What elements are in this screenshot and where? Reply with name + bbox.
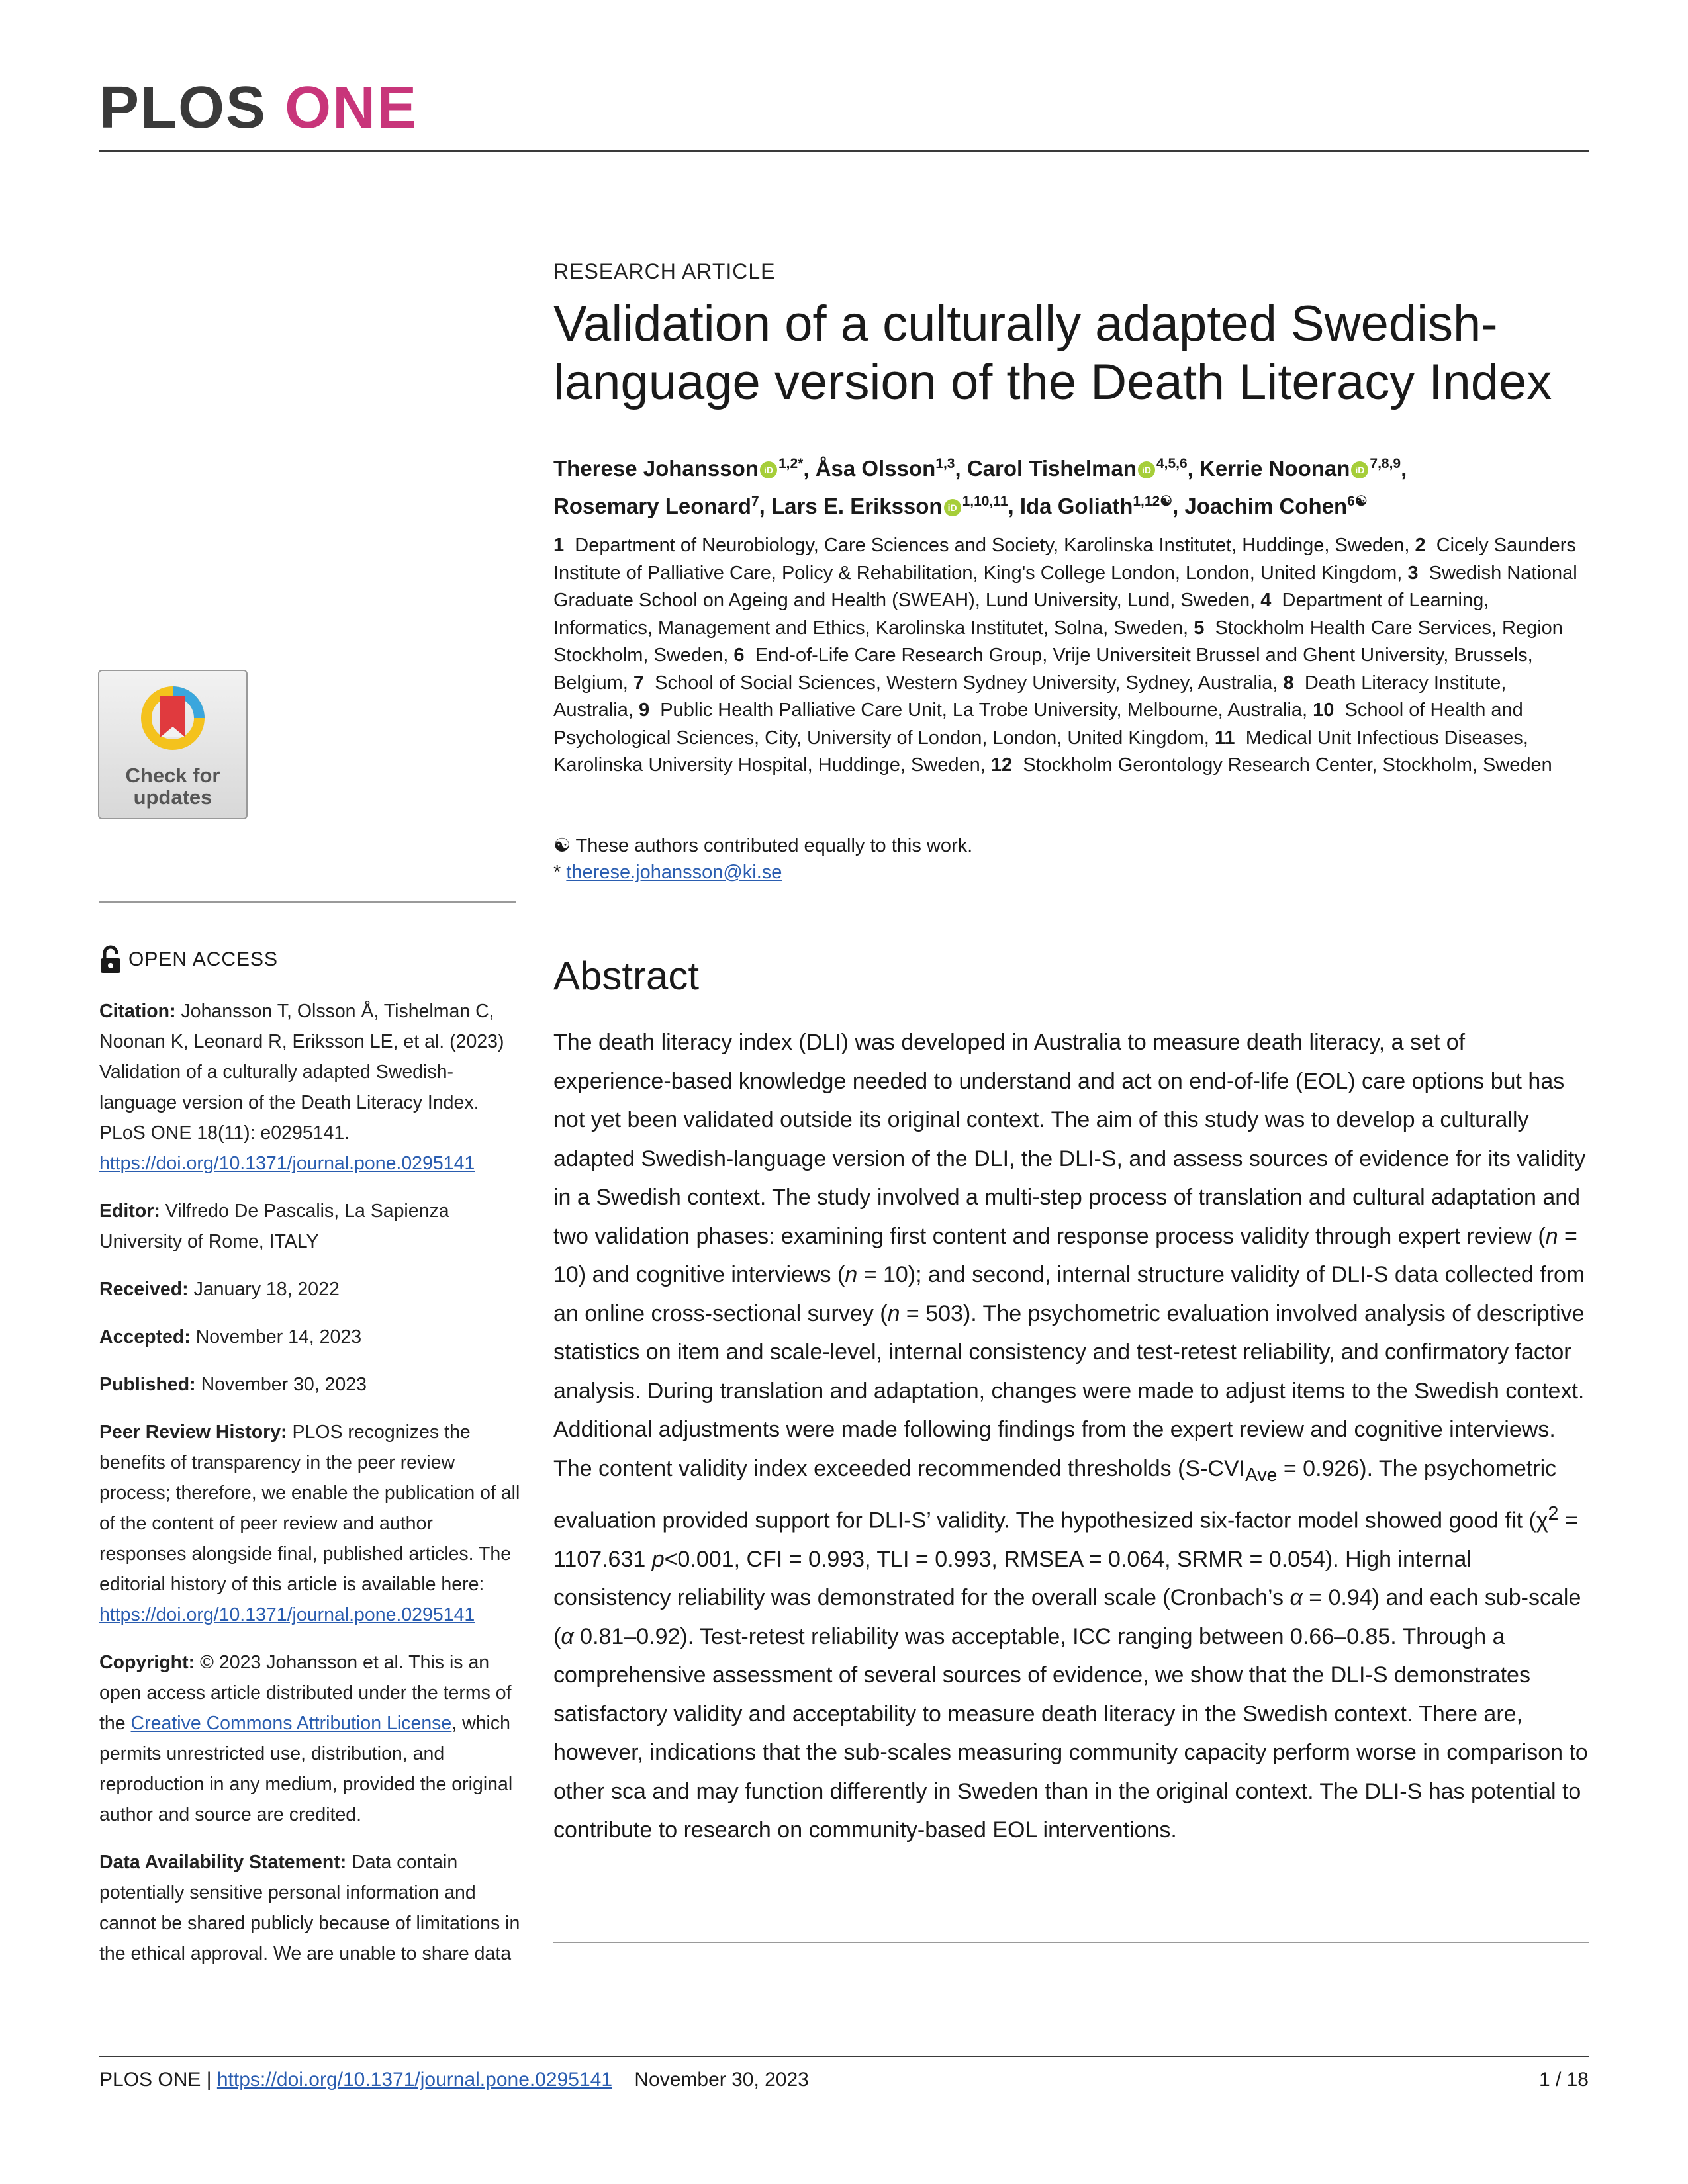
peer-review-link[interactable]: https://doi.org/10.1371/journal.pone.0295141 [99, 1604, 475, 1625]
affiliation-number: 4 [1260, 590, 1272, 611]
sidebar [99, 996, 523, 1986]
affiliation-number: 3 [1407, 562, 1419, 584]
yin-yang-icon: ☯ [553, 835, 571, 856]
affiliation-number: 7 [633, 672, 645, 694]
author-name: Kerrie Noonan [1199, 456, 1350, 480]
affiliation-number: 12 [990, 754, 1013, 776]
abstract-text: = 503). The psychometric evaluation involved analysis of descriptive statistics on item and scale-level, internal consistency and test-retest reliability, and confirmatory factor analysis. During translation and adaptation, changes were made to adjust items to the Swedish context. Additional adjustments were made following findings from the expert review and cognitive interviews. The content validity index exceeded recommended thresholds (S-CVI [553, 1300, 1585, 1481]
author-affil: 1,12 [1133, 494, 1160, 509]
footer-doi-link[interactable]: https://doi.org/10.1371/journal.pone.0295141 [216, 2069, 613, 2091]
abstract-italic: p [651, 1546, 665, 1572]
abstract-text: = 10) and cognitive interviews ( [553, 1223, 1577, 1287]
peer-review-text: PLOS recognizes the benefits of transparency in the peer review process; therefore, we enable the publication of all of the content of peer review and author responses alongside final, published articles. The editorial history of this article is available here: [99, 1422, 520, 1595]
author-name: Joachim Cohen [1184, 494, 1348, 518]
affiliation-text: Medical Unit Infectious Diseases, Karolinska University Hospital, Huddinge, Sweden, [553, 727, 1528, 776]
open-access-text: OPEN ACCESS [128, 948, 279, 970]
affiliation-text: Stockholm Gerontology Research Center, Stockholm, Sweden [1023, 754, 1552, 776]
article-title: Validation of a culturally adapted Swedish-language version of the Death Literacy Index [553, 296, 1552, 410]
equal-note-text: These authors contributed equally to this work. [575, 835, 973, 856]
author-affil: 1,2 [778, 456, 798, 471]
header-rule [99, 150, 1589, 152]
affiliation-text: Stockholm Health Care Services, Region Stockholm, Sweden, [553, 617, 1563, 666]
author-name: Lars E. Eriksson [771, 494, 943, 518]
journal-logo [99, 75, 418, 141]
abstract-text: The death literacy index (DLI) was developed in Australia to measure death literacy, a set of experience-based knowledge needed to understand and act on end-of-life (EOL) care options but has not yet been validated outside its original context. The aim of this study was to develop a culturally adapted Swedish-language version of the DLI, the DLI-S, and assess sources of evidence for its validity in a Swedish context. The study involved a multi-step process of translation and cultural adaptation and two validation phases: examining first content and response process validity through expert review ( [553, 1030, 1586, 1249]
open-lock-icon [99, 945, 122, 974]
copyright-text-2: , which permits unrestricted use, distribution, and reproduction in any medium, provided the original author and source are credited. [99, 1713, 513, 1825]
author-affil: 1,3 [935, 456, 955, 471]
orcid-icon[interactable]: iD [1138, 461, 1155, 478]
abstract-text: = 10); and second, internal structure validity of DLI-S data collected from an online cross-sectional survey ( [553, 1262, 1585, 1326]
abstract-subscript: Ave [1245, 1464, 1278, 1486]
abstract-body [553, 1023, 1589, 1850]
article-type: RESEARCH ARTICLE [553, 259, 776, 283]
author-name: Carol Tishelman [966, 456, 1137, 480]
affiliation-text: School of Social Sciences, Western Sydney University, Sydney, Australia, [655, 672, 1278, 694]
affiliation-text: Department of Neurobiology, Care Sciences and Society, Karolinska Institutet, Huddinge, Sweden, [575, 535, 1410, 556]
footer-date: November 30, 2023 [634, 2069, 809, 2091]
sidebar-rule [99, 901, 516, 903]
citation-block [99, 996, 523, 1179]
abstract-italic: n [845, 1262, 858, 1287]
logo-one: ONE [285, 75, 418, 141]
footer [99, 2069, 1589, 2091]
affiliation-number: 6 [733, 645, 745, 666]
data-availability-text: Data contain potentially sensitive personal information and cannot be shared publicly because of limitations in the ethical approval. We are unable to share data [99, 1852, 520, 1964]
received-block [99, 1274, 523, 1304]
editor-text: Vilfredo De Pascalis, La Sapienza University of Rome, ITALY [99, 1201, 449, 1252]
editor-block [99, 1196, 523, 1257]
received-label: Received: [99, 1279, 189, 1300]
author-affil: 7 [751, 494, 759, 509]
published-label: Published: [99, 1374, 196, 1395]
author-name: Ida Goliath [1019, 494, 1133, 518]
affiliation-number: 11 [1214, 727, 1235, 749]
orcid-icon[interactable]: iD [760, 461, 777, 478]
data-availability-block [99, 1847, 523, 1969]
open-access-label [99, 945, 278, 974]
author-name: Therese Johansson [553, 456, 759, 480]
affiliation-text: Public Health Palliative Care Unit, La Trobe University, Melbourne, Australia, [660, 700, 1308, 721]
abstract-text: = 0.926). The psychometric evaluation provided support for DLI-S’ validity. The hypothesized six-factor model showed good fit (χ [553, 1455, 1557, 1533]
crossmark-line1: Check for [125, 764, 220, 787]
affiliation-text: Department of Learning, Informatics, Management and Ethics, Karolinska Institutet, Solna, Sweden, [553, 590, 1489, 639]
affiliation-number: 2 [1415, 535, 1426, 556]
accepted-block [99, 1322, 523, 1352]
author-name: Åsa Olsson [815, 456, 936, 480]
affiliation-text: Cicely Saunders Institute of Palliative Care, Policy & Rehabilitation, King's College London, London, United Kingdom, [553, 535, 1576, 584]
affiliation-text: Death Literacy Institute, Australia, [553, 672, 1507, 721]
received-text: January 18, 2022 [193, 1279, 340, 1300]
copyright-label: Copyright: [99, 1652, 195, 1673]
accepted-text: November 14, 2023 [195, 1326, 362, 1347]
abstract-italic: α [561, 1623, 574, 1649]
abstract-text: 0.81–0.92). Test-retest reliability was acceptable, ICC ranging between 0.66–0.85. Through a comprehensive assessment of several sources of evidence, we show that the DLI-S demonstrates satisfactory validity and acceptability to measure death literacy in the Swedish context. There are, however, indications that the sub-scales measuring community capacity perform worse in comparison to other sca and may function differently in Sweden than in the original context. The DLI-S has potential to contribute to research on community-based EOL interventions. [553, 1623, 1588, 1843]
crossmark-line2: updates [133, 785, 212, 809]
affiliation-text: Swedish National Graduate School on Ageing and Health (SWEAH), Lund University, Lund, Sweden, [553, 562, 1577, 611]
author-affil: 1,10,11 [962, 494, 1008, 509]
orcid-icon[interactable]: iD [944, 499, 961, 516]
footer-rule [99, 2056, 1589, 2057]
check-for-updates-badge[interactable] [98, 670, 248, 819]
author-affil: 7,8,9 [1370, 456, 1401, 471]
author-list: Therese Johansson iD $^{1,2*}$, Åsa Olsson$^{1,3}$, Carol Tishelman iD $^{4,5,6}$, Kerrie Noonan iD $^{7,8,9}$, Rosemary Leonard$^7$, Lars E. Eriksson iD $^{1,10,11}$, Ida Goliath$^{1,12☯}$, Joachim Cohen$^{6☯}$ [553, 456, 1407, 518]
affiliation-number: 10 [1313, 700, 1335, 721]
license-link[interactable]: Creative Commons Attribution License [130, 1713, 452, 1734]
author-affil: 4,5,6 [1156, 456, 1188, 471]
citation-doi-link[interactable]: https://doi.org/10.1371/journal.pone.0295141 [99, 1153, 475, 1174]
abstract-italic: α [1289, 1585, 1303, 1611]
published-block [99, 1369, 523, 1400]
peer-review-label: Peer Review History: [99, 1422, 287, 1443]
corresponding-author [553, 862, 782, 884]
asterisk-icon: * [553, 862, 561, 883]
author-name: Rosemary Leonard [553, 494, 751, 518]
published-text: November 30, 2023 [201, 1374, 367, 1395]
affiliation-number: 1 [553, 535, 565, 556]
abstract-italic: n [887, 1300, 900, 1326]
editor-label: Editor: [99, 1201, 160, 1222]
logo-plos: PLOS [99, 75, 267, 141]
affiliation-text: School of Health and Psychological Sciences, City, University of London, London, United Kingdom, [553, 700, 1523, 749]
abstract-superscript: 2 [1548, 1502, 1559, 1524]
affiliation-text: End-of-Life Care Research Group, Vrije Universiteit Brussel and Ghent University, Brussels, Belgium, [553, 645, 1533, 694]
copyright-block [99, 1647, 523, 1830]
abstract-text: = 1107.631 [553, 1508, 1578, 1572]
abstract-heading: Abstract [553, 954, 700, 998]
page-number: 1 / 18 [1538, 2069, 1589, 2091]
citation-label: Citation: [99, 1001, 176, 1022]
equal-contribution-note [553, 834, 972, 857]
abstract-text: <0.001, CFI = 0.993, TLI = 0.993, RMSEA = 0.064, SRMR = 0.054). High internal consistency reliability was demonstrated for the overall scale (Cronbach’s [553, 1546, 1472, 1611]
accepted-label: Accepted: [99, 1326, 191, 1347]
affiliation-number: 8 [1283, 672, 1294, 694]
orcid-icon[interactable]: iD [1351, 461, 1368, 478]
crossmark-icon [138, 683, 208, 762]
data-availability-label: Data Availability Statement: [99, 1852, 347, 1873]
affiliations [553, 532, 1589, 780]
affiliation-number: 9 [638, 700, 650, 721]
peer-review-block [99, 1417, 523, 1630]
affiliation-number: 5 [1194, 617, 1205, 639]
footer-journal: PLOS ONE | [99, 2069, 212, 2091]
corresponding-email-link[interactable]: therese.johansson@ki.se [566, 862, 782, 883]
abstract-italic: n [1545, 1223, 1558, 1249]
copyright-text-1: © 2023 Johansson et al. This is an open access article distributed under the terms of the [99, 1652, 512, 1734]
citation-text: Johansson T, Olsson Å, Tishelman C, Noonan K, Leonard R, Eriksson LE, et al. (2023) Validation of a culturally adapted Swedish-language version of the Death Literacy Index. PLoS ONE 18(11): e0295141. [99, 1001, 504, 1144]
abstract-text: = 0.94) and each sub-scale ( [553, 1585, 1581, 1649]
author-affil: 6 [1347, 494, 1355, 509]
abstract-rule [553, 1942, 1589, 1943]
